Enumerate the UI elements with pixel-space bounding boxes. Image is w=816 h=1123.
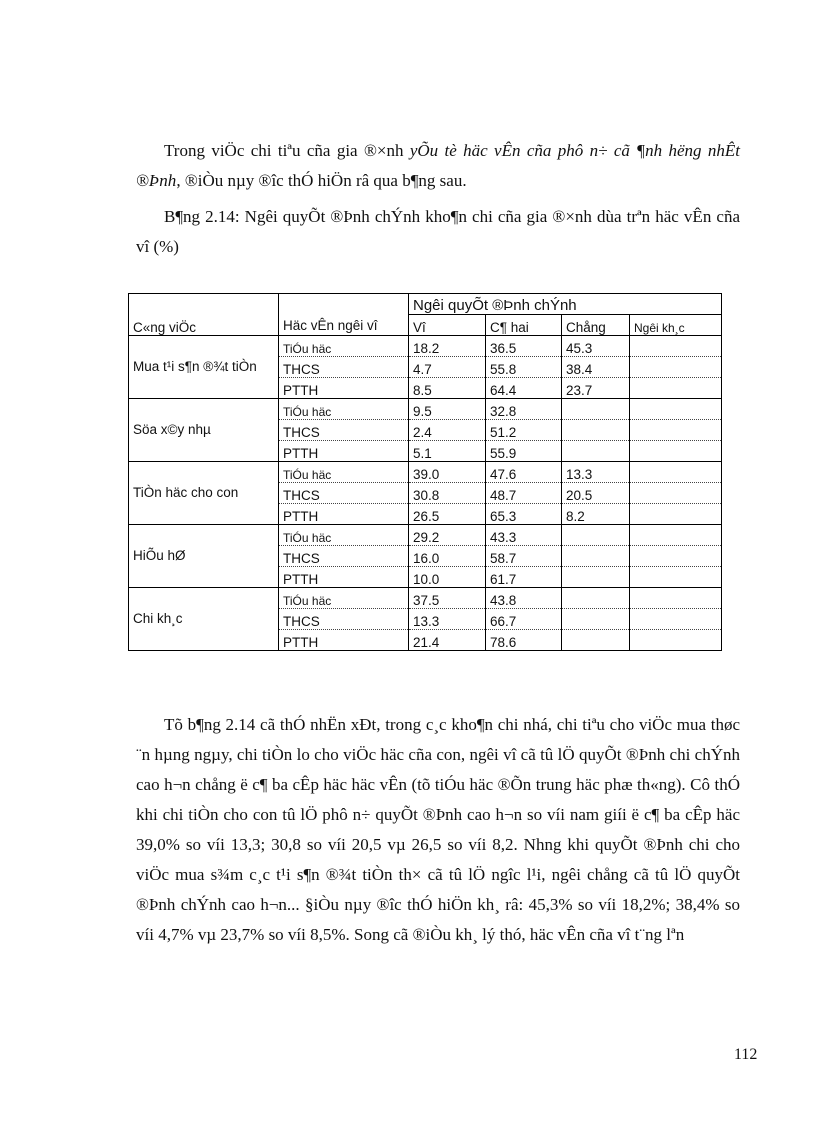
intro-text-italic: yÕu tè häc vÊn cña phô n÷ cã ¶nh hëng nhÊt ®Þnh — [136, 141, 741, 190]
value-cell: 36.5 — [486, 336, 562, 357]
education-cell: PTTH — [279, 504, 409, 525]
value-cell: 32.8 — [486, 399, 562, 420]
value-cell: 51.2 — [486, 420, 562, 441]
value-cell: 8.5 — [409, 378, 486, 399]
education-cell: TiÓu häc — [279, 462, 409, 483]
value-cell: 43.3 — [486, 525, 562, 546]
intro-text-a: Trong viÖc chi tiªu cña gia ®×nh — [164, 141, 410, 160]
education-cell: THCS — [279, 546, 409, 567]
value-cell: 45.3 — [562, 336, 630, 357]
value-cell — [630, 399, 722, 420]
value-cell — [630, 504, 722, 525]
subheader-cell: C¶ hai — [486, 315, 562, 336]
value-cell: 47.6 — [486, 462, 562, 483]
value-cell — [562, 525, 630, 546]
value-cell: 39.0 — [409, 462, 486, 483]
value-cell: 20.5 — [562, 483, 630, 504]
value-cell — [562, 420, 630, 441]
value-cell — [630, 462, 722, 483]
value-cell: 16.0 — [409, 546, 486, 567]
value-cell: 48.7 — [486, 483, 562, 504]
page-number: 112 — [734, 1046, 758, 1063]
education-cell: THCS — [279, 420, 409, 441]
value-cell — [562, 441, 630, 462]
value-cell: 13.3 — [409, 609, 486, 630]
education-cell: TiÓu häc — [279, 588, 409, 609]
value-cell — [630, 630, 722, 651]
value-cell — [630, 588, 722, 609]
table-row — [129, 399, 722, 420]
value-cell — [630, 357, 722, 378]
value-cell — [630, 441, 722, 462]
education-cell: THCS — [279, 609, 409, 630]
education-cell: PTTH — [279, 567, 409, 588]
group-label: Chi kh¸c — [129, 588, 279, 651]
value-cell — [630, 567, 722, 588]
education-cell: PTTH — [279, 378, 409, 399]
value-cell — [630, 336, 722, 357]
value-cell — [630, 609, 722, 630]
analysis-paragraph: Tõ b¶ng 2.14 cã thÓ nhËn xÐt, trong c¸c kho¶n chi nhá, chi tiªu cho viÖc mua thøc ¨n hµng ngµy, chi tiÒn lo cho viÖc häc cña con, ngêi vî cã tû lÖ quyÕt ®Þnh chi chÝnh cao h¬n chång ë c¶ ba cÊp häc häc vÊn (tõ tiÓu häc ®Õn trung häc phæ th«ng). Cô thÓ khi chi tiÒn cho con tû lÖ phô n÷ quyÕt ®Þnh cao h¬n so víi nam giíi ë c¶ ba cÊp häc 39,0% so víi 13,3; 30,8 so víi 20,5 vµ 26,5 so víi 8,2. Nhng khi quyÕt ®Þnh chi cho viÖc mua s¾m c¸c t¹i s¶n ®¾t tiÒn th× cã tû lÖ ngîc l¹i, ngêi chång cã tû lÖ quyÕt ®Þnh chÝnh cao h¬n... §iÒu nµy ®îc thÓ hiÖn kh¸ râ: 45,3% so víi 18,2%; 38,4% so víi 4,7% vµ 23,7% so víi 8,5%. Song cã ®iÒu kh¸ lý thó, häc vÊn cña vî t¨ng lªn — [136, 715, 740, 944]
table-row — [129, 525, 722, 546]
header-decider: Ngêi quyÕt ®Þnh chÝnh — [409, 294, 722, 315]
value-cell: 66.7 — [486, 609, 562, 630]
table-row — [129, 336, 722, 357]
value-cell — [630, 483, 722, 504]
education-cell: PTTH — [279, 441, 409, 462]
value-cell: 58.7 — [486, 546, 562, 567]
education-cell: TiÓu häc — [279, 399, 409, 420]
header-education: Häc vÊn ngêi vî — [279, 294, 409, 336]
header-row — [129, 294, 722, 315]
value-cell — [562, 630, 630, 651]
value-cell: 21.4 — [409, 630, 486, 651]
value-cell: 65.3 — [486, 504, 562, 525]
education-cell: PTTH — [279, 630, 409, 651]
intro-paragraph — [136, 136, 740, 196]
value-cell — [562, 567, 630, 588]
value-cell: 13.3 — [562, 462, 630, 483]
value-cell — [562, 546, 630, 567]
value-cell: 37.5 — [409, 588, 486, 609]
value-cell: 5.1 — [409, 441, 486, 462]
value-cell: 78.6 — [486, 630, 562, 651]
value-cell — [562, 399, 630, 420]
value-cell: 30.8 — [409, 483, 486, 504]
subheader-cell: Vî — [409, 315, 486, 336]
value-cell: 8.2 — [562, 504, 630, 525]
value-cell: 29.2 — [409, 525, 486, 546]
value-cell: 61.7 — [486, 567, 562, 588]
group-label: TiÒn häc cho con — [129, 462, 279, 525]
value-cell: 38.4 — [562, 357, 630, 378]
education-cell: THCS — [279, 483, 409, 504]
group-label: HiÕu hØ — [129, 525, 279, 588]
value-cell: 55.9 — [486, 441, 562, 462]
education-cell: TiÓu häc — [279, 525, 409, 546]
education-cell: TiÓu häc — [279, 336, 409, 357]
table-caption: B¶ng 2.14: Ngêi quyÕt ®Þnh chÝnh kho¶n chi cña gia ®×nh dùa trªn häc vÊn cña vî (%) — [136, 207, 740, 256]
value-cell: 64.4 — [486, 378, 562, 399]
value-cell — [630, 420, 722, 441]
value-cell: 26.5 — [409, 504, 486, 525]
value-cell — [562, 588, 630, 609]
value-cell: 18.2 — [409, 336, 486, 357]
value-cell: 43.8 — [486, 588, 562, 609]
intro-text-b: , ®iÒu nµy ®îc thÓ hiÖn râ qua b¶ng sau. — [176, 171, 467, 190]
value-cell — [630, 525, 722, 546]
decision-table — [128, 293, 722, 651]
value-cell — [630, 546, 722, 567]
value-cell: 4.7 — [409, 357, 486, 378]
subheader-cell: Chång — [562, 315, 630, 336]
value-cell: 2.4 — [409, 420, 486, 441]
value-cell — [630, 378, 722, 399]
value-cell — [562, 609, 630, 630]
table-row — [129, 588, 722, 609]
value-cell: 23.7 — [562, 378, 630, 399]
table-row — [129, 462, 722, 483]
education-cell: THCS — [279, 357, 409, 378]
value-cell: 9.5 — [409, 399, 486, 420]
group-label: Mua t¹i s¶n ®¾t tiÒn — [129, 336, 279, 399]
subheader-cell: Ngêi kh¸c — [630, 315, 722, 336]
header-work: C«ng viÖc — [129, 294, 279, 336]
value-cell: 10.0 — [409, 567, 486, 588]
group-label: Söa x©y nhµ — [129, 399, 279, 462]
value-cell: 55.8 — [486, 357, 562, 378]
